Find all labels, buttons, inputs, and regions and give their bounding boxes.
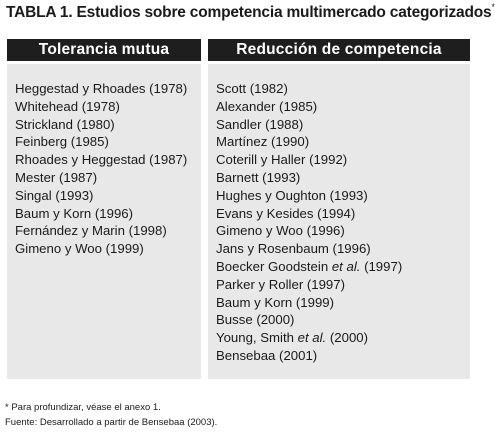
study-item: Gimeno y Woo (1999): [15, 241, 144, 257]
study-item: Hughes y Oughton (1993): [216, 187, 368, 203]
study-item: Rhoades y Heggestad (1987): [15, 152, 188, 168]
study-item: Gimeno y Woo (1996): [216, 223, 345, 239]
study-list-tolerancia: [7, 64, 201, 258]
column-header-reduccion: Reducción de competencia: [208, 39, 470, 61]
study-item: Young, Smith et al. (2000): [216, 330, 369, 346]
study-item: Barnett (1993): [216, 169, 301, 185]
study-item: Scott (1982): [216, 81, 288, 96]
study-item: Sandler (1988): [216, 116, 304, 132]
source-note: Fuente: Desarrollado a partir de Bensebaa (2003).: [5, 417, 218, 428]
study-item: Strickland (1980): [15, 116, 115, 132]
study-item: Fernández y Marin (1998): [15, 223, 167, 239]
table-title: [6, 2, 495, 22]
study-list-reduccion: [208, 64, 470, 365]
study-item: Bensebaa (2001): [216, 347, 318, 363]
study-item: Singal (1993): [15, 187, 94, 203]
study-item: Martínez (1990): [216, 134, 310, 150]
footnote-marker: *: [491, 2, 495, 12]
study-item: Parker y Roller (1997): [216, 276, 345, 292]
study-item: Baum y Korn (1996): [15, 205, 134, 221]
study-item: Feinberg (1985): [15, 134, 109, 150]
column-header-tolerancia: Tolerancia mutua: [7, 39, 201, 61]
study-item: Evans y Kesides (1994): [216, 205, 356, 221]
study-item: Baum y Korn (1999): [216, 294, 335, 310]
footnotes: [5, 400, 217, 430]
study-item: Alexander (1985): [216, 98, 318, 114]
column-body-tolerancia: [7, 64, 201, 379]
study-item: Coterill y Haller (1992): [216, 152, 348, 168]
column-body-reduccion: [208, 64, 470, 379]
study-item: Busse (2000): [216, 312, 295, 328]
study-item: Jans y Rosenbaum (1996): [216, 241, 371, 257]
study-item: Heggestad y Rhoades (1978): [15, 81, 188, 96]
study-item: Whitehead (1978): [15, 98, 120, 114]
study-item: Mester (1987): [15, 169, 98, 185]
table-title-text: TABLA 1. Estudios sobre competencia multimercado categorizados: [6, 4, 492, 21]
footnote-text: * Para profundizar, véase el anexo 1.: [5, 402, 161, 413]
study-item: Boecker Goodstein et al. (1997): [216, 258, 403, 274]
